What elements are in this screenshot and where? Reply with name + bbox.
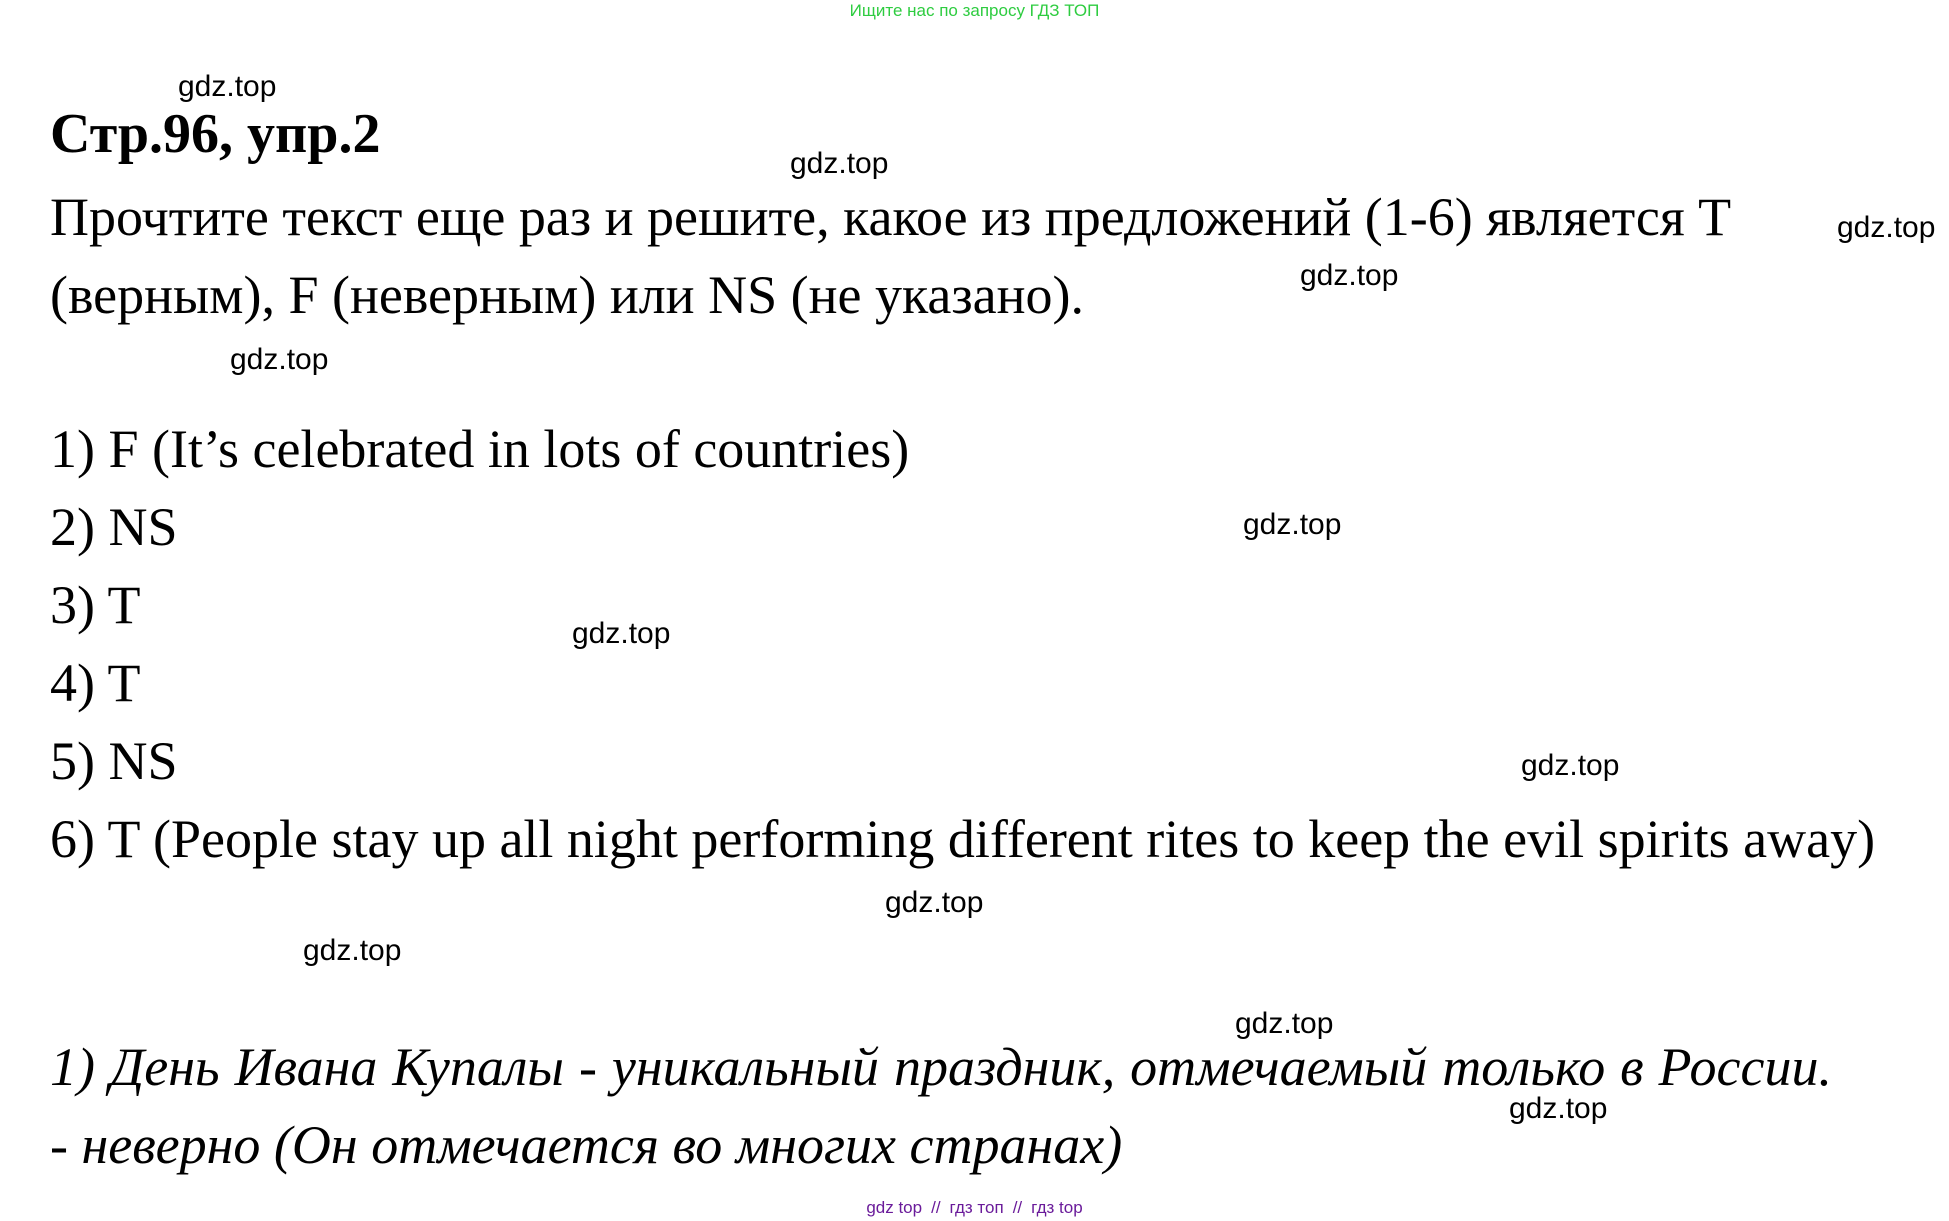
watermark: gdz.top [178,70,277,103]
answer-item-1: 1) F (It’s celebrated in lots of countries) [50,419,910,479]
exercise-instruction: Прочтите текст еще раз и решите, какое из предложений (1-6) является Т (верным), F (неверным) или NS (не указано). [50,187,1732,325]
footer-link[interactable]: гдз top [1031,1198,1083,1217]
footer-links [0,1198,1949,1218]
footer-link[interactable]: gdz top [866,1198,923,1217]
answer-item-2: 2) NS [50,497,178,557]
answer-list [50,410,1890,878]
search-hint-banner: Ищите нас по запросу ГДЗ ТОП [849,1,1100,20]
page-title: Стр.96, упр.2 [50,103,381,165]
watermark: gdz.top [1509,1092,1608,1125]
watermark: gdz.top [303,934,402,967]
footer-link[interactable]: гдз топ [949,1198,1004,1217]
watermark: gdz.top [1837,211,1936,244]
watermark: gdz.top [790,147,889,180]
watermark: gdz.top [885,886,984,919]
answer-item-6: 6) T (People stay up all night performing different rites to keep the evil spirits away) [50,809,1876,869]
watermark: gdz.top [572,617,671,650]
watermark: gdz.top [1243,508,1342,541]
watermark: gdz.top [1235,1007,1334,1040]
watermark: gdz.top [1521,749,1620,782]
footer-separator: // [1012,1198,1023,1217]
answer-item-3: 3) T [50,575,141,635]
watermark: gdz.top [230,343,329,376]
watermark: gdz.top [1300,259,1399,292]
russian-translation: 1) День Ивана Купалы - уникальный праздник, отмечаемый только в России. - неверно (Он отмечается во многих странах) [50,1037,1832,1175]
answer-item-5: 5) NS [50,731,178,791]
answer-item-4: 4) T [50,653,141,713]
footer-separator: // [931,1198,941,1217]
